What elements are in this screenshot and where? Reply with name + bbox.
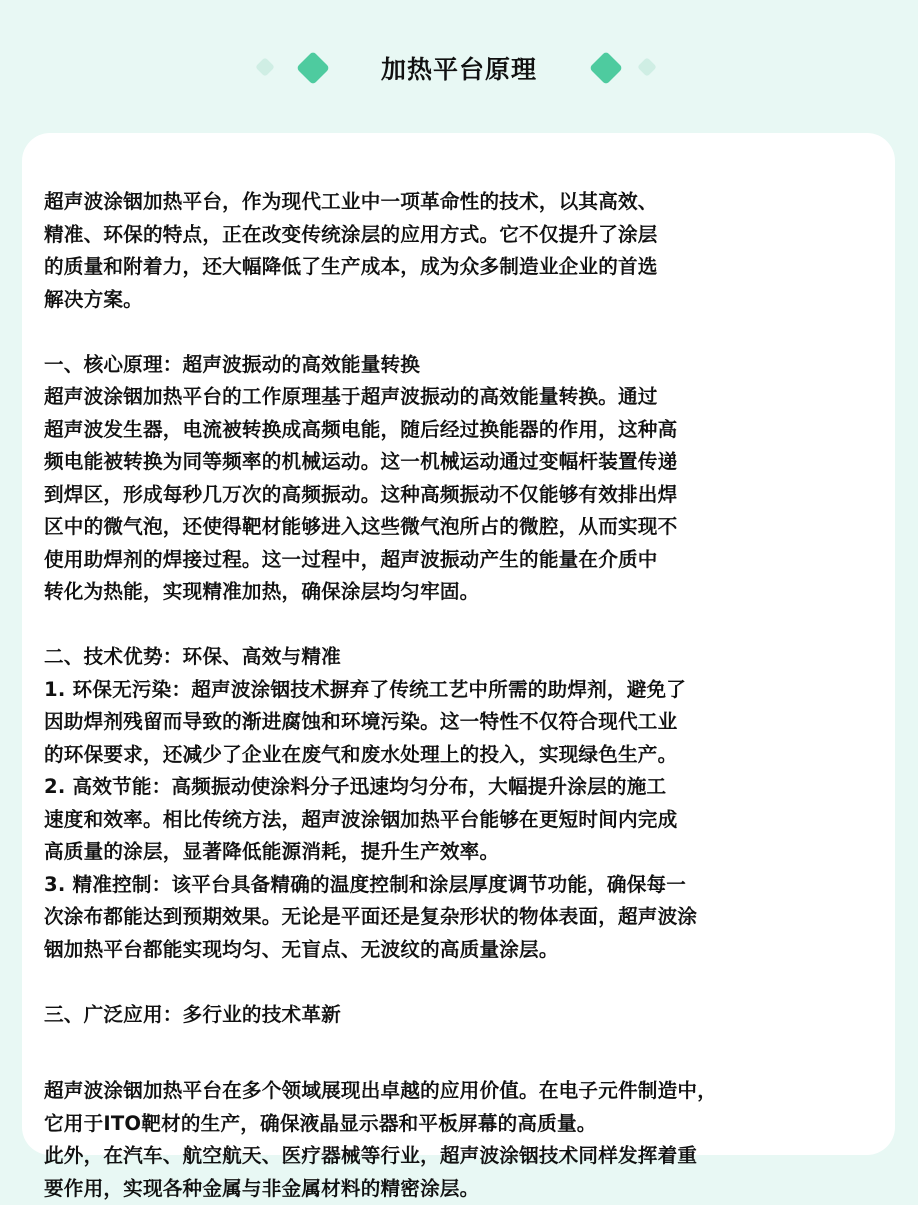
section-core-principle [44, 349, 904, 609]
text-line: 要作用，实现各种金属与非金属材料的精密涂层。 [44, 1173, 904, 1205]
text-line: 次涂布都能达到预期效果。无论是平面还是复杂形状的物体表面，超声波涂 [44, 901, 904, 934]
section-heading: 二、技术优势：环保、高效与精准 [44, 641, 904, 674]
spacer [44, 609, 904, 642]
page-title: 加热平台原理 [0, 50, 918, 86]
text-line: 速度和效率。相比传统方法，超声波涂铟加热平台能够在更短时间内完成 [44, 804, 904, 837]
page-header [0, 42, 918, 94]
section-heading: 一、核心原理：超声波振动的高效能量转换 [44, 349, 904, 382]
text-line: 它用于ITO靶材的生产，确保液晶显示器和平板屏幕的高质量。 [44, 1108, 904, 1141]
text-line: 2. 高效节能：高频振动使涂料分子迅速均匀分布，大幅提升涂层的施工 [44, 771, 904, 804]
text-line: 超声波涂铟加热平台，作为现代工业中一项革命性的技术，以其高效、 [44, 186, 904, 219]
text-line: 区中的微气泡，还使得靶材能够进入这些微气泡所占的微腔，从而实现不 [44, 511, 904, 544]
article-body [44, 186, 904, 1205]
text-line: 转化为热能，实现精准加热，确保涂层均匀牢固。 [44, 576, 904, 609]
section-heading: 三、广泛应用：多行业的技术革新 [44, 999, 904, 1032]
text-line: 因助焊剂残留而导致的渐进腐蚀和环境污染。这一特性不仅符合现代工业 [44, 706, 904, 739]
text-line: 频电能被转换为同等频率的机械运动。这一机械运动通过变幅杆装置传递 [44, 446, 904, 479]
text-line: 1. 环保无污染：超声波涂铟技术摒弃了传统工艺中所需的助焊剂，避免了 [44, 674, 904, 707]
text-line: 的环保要求，还减少了企业在废气和废水处理上的投入，实现绿色生产。 [44, 739, 904, 772]
text-line: 铟加热平台都能实现均匀、无盲点、无波纹的高质量涂层。 [44, 934, 904, 967]
spacer [44, 316, 904, 349]
section-advantages [44, 641, 904, 966]
text-line: 精准、环保的特点，正在改变传统涂层的应用方式。它不仅提升了涂层 [44, 219, 904, 252]
spacer [44, 1031, 904, 1075]
section-applications [44, 999, 904, 1205]
text-line: 的质量和附着力，还大幅降低了生产成本，成为众多制造业企业的首选 [44, 251, 904, 284]
text-line: 超声波发生器，电流被转换成高频电能，随后经过换能器的作用，这种高 [44, 414, 904, 447]
text-line: 超声波涂铟加热平台的工作原理基于超声波振动的高效能量转换。通过 [44, 381, 904, 414]
text-line: 使用助焊剂的焊接过程。这一过程中，超声波振动产生的能量在介质中 [44, 544, 904, 577]
intro-paragraph [44, 186, 904, 316]
text-line: 高质量的涂层，显著降低能源消耗，提升生产效率。 [44, 836, 904, 869]
spacer [44, 966, 904, 999]
text-line: 超声波涂铟加热平台在多个领域展现出卓越的应用价值。在电子元件制造中， [44, 1075, 904, 1108]
text-line: 解决方案。 [44, 284, 904, 317]
text-line: 此外，在汽车、航空航天、医疗器械等行业，超声波涂铟技术同样发挥着重 [44, 1140, 904, 1173]
text-line: 到焊区，形成每秒几万次的高频振动。这种高频振动不仅能够有效排出焊 [44, 479, 904, 512]
text-line: 3. 精准控制：该平台具备精确的温度控制和涂层厚度调节功能，确保每一 [44, 869, 904, 902]
